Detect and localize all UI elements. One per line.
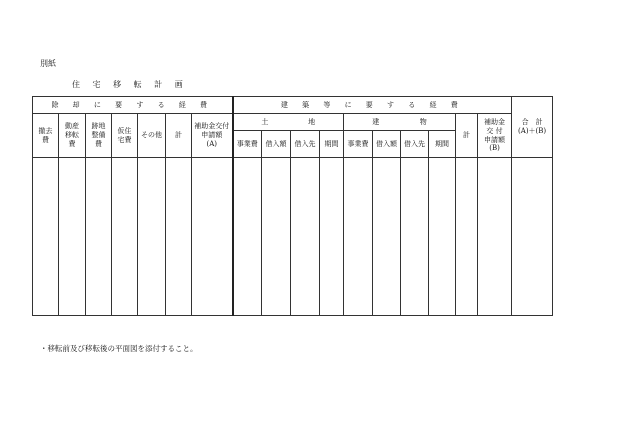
grand-total-formula: (A)＋(B) [518, 127, 547, 135]
cell-land-period[interactable] [320, 158, 344, 316]
col-land-loan-amount: 借入額 [262, 131, 291, 158]
cell-subsidy-request-a[interactable] [192, 158, 233, 316]
col-building-period: 期間 [429, 131, 456, 158]
cell-removal-cost[interactable] [33, 158, 59, 316]
removal-cost-group-header: 除 却 に 要 す る 経 費 [33, 97, 233, 114]
land-char-1: 土 [261, 117, 269, 126]
col-site-maintenance-cost: 跡地 整備 費 [86, 114, 112, 158]
col-subsidy-request-a: 補助金交付 申請額 (A) [192, 114, 233, 158]
col-movables-transfer-cost: 動産 移転 費 [59, 114, 86, 158]
cell-land-project-cost[interactable] [233, 158, 262, 316]
cell-land-loan-amount[interactable] [262, 158, 291, 316]
col-land-project-cost: 事業費 [233, 131, 262, 158]
col-building-project-cost: 事業費 [344, 131, 373, 158]
cell-removal-subtotal[interactable] [166, 158, 192, 316]
cell-subsidy-request-b[interactable] [478, 158, 512, 316]
cell-grand-total[interactable] [512, 158, 553, 316]
cell-building-loan-amount[interactable] [373, 158, 401, 316]
construction-cost-group-header: 建 築 等 に 要 す る 経 費 [233, 97, 512, 114]
col-other: その他 [138, 114, 166, 158]
building-group-header [344, 114, 456, 131]
building-char-1: 建 [372, 117, 380, 126]
col-building-loan-amount: 借入額 [373, 131, 401, 158]
cell-construction-subtotal[interactable] [456, 158, 478, 316]
land-group-header [233, 114, 344, 131]
relocation-plan-table [32, 96, 553, 316]
col-removal-subtotal: 計 [166, 114, 192, 158]
cell-site-maintenance-cost[interactable] [86, 158, 112, 316]
col-land-lender: 借入先 [291, 131, 320, 158]
cell-temporary-housing-cost[interactable] [112, 158, 138, 316]
grand-total-label: 合 計 [521, 118, 543, 127]
col-construction-subtotal: 計 [456, 114, 478, 158]
building-char-2: 物 [419, 117, 427, 126]
cell-building-lender[interactable] [401, 158, 429, 316]
land-char-2: 地 [308, 117, 316, 126]
cell-land-lender[interactable] [291, 158, 320, 316]
col-temporary-housing-cost: 仮住 宅費 [112, 114, 138, 158]
table-entry-row [33, 158, 553, 316]
cell-other[interactable] [138, 158, 166, 316]
cell-building-period[interactable] [429, 158, 456, 316]
attachment-label: 別紙 [40, 59, 56, 68]
col-removal-cost: 撤去 費 [33, 114, 59, 158]
attachment-note: ・移転前及び移転後の平面図を添付すること。 [40, 344, 198, 353]
grand-total-header [512, 97, 553, 158]
col-building-lender: 借入先 [401, 131, 429, 158]
form-title: 住 宅 移 転 計 画 [72, 80, 188, 89]
cell-building-project-cost[interactable] [344, 158, 373, 316]
col-subsidy-request-b: 補助金 交 付 申請額 (B) [478, 114, 512, 158]
cell-movables-transfer-cost[interactable] [59, 158, 86, 316]
col-land-period: 期間 [320, 131, 344, 158]
